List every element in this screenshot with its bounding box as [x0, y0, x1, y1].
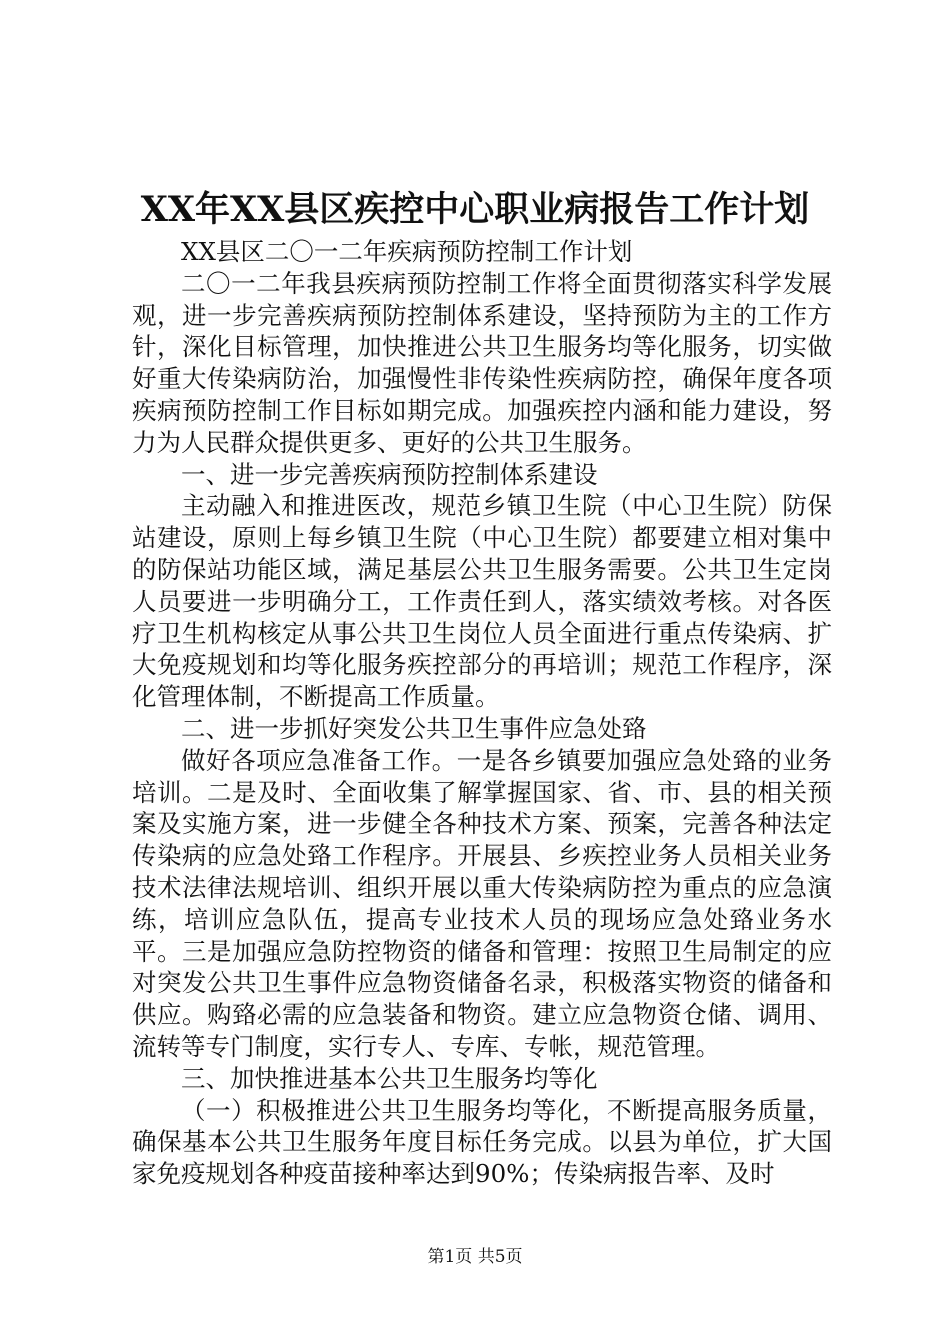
paragraph-section-2: 做好各项应急准备工作。一是各乡镇要加强应急处臵的业务培训。二是及时、全面收集了解掌握国家、省、市、县的相关预案及实施方案，进一步健全各种技术方案、预案，完善各种法定传染病的应急处臵工作程序。开展县、乡疾控业务人员相关业务技术法律法规培训、组织开展以重大传染病防控为重点的应急演练，培训应急队伍，提高专业技术人员的现场应急处臵业务水平。三是加强应急防控物资的储备和管理：按照卫生局制定的应对突发公共卫生事件应急物资储备名录，积极落实物资的储备和供应。购臵必需的应急装备和物资。建立应急物资仓储、调用、流转等专门制度，实行专人、专库、专帐，规范管理。 [132, 745, 832, 1061]
section-heading-1: 一、进一步完善疾病预防控制体系建设 [181, 459, 598, 489]
paragraph-section-1: 主动融入和推进医改，规范乡镇卫生院（中心卫生院）防保站建设，原则上每乡镇卫生院（中心卫生院）都要建立相对集中的防保站功能区域，满足基层公共卫生服务需要。公共卫生定岗人员要进一步明确分工，工作责任到人，落实绩效考核。对各医疗卫生机构核定从事公共卫生岗位人员全面进行重点传染病、扩大免疫规划和均等化服务疾控部分的再培训；规范工作程序，深化管理体制，不断提高工作质量。 [132, 491, 832, 712]
document-body [132, 236, 832, 1190]
section-heading-2: 二、进一步抓好突发公共卫生事件应急处臵 [181, 713, 647, 743]
paragraph-intro: 二〇一二年我县疾病预防控制工作将全面贯彻落实科学发展观，进一步完善疾病预防控制体系建设，坚持预防为主的工作方针，深化目标管理，加快推进公共卫生服务均等化服务，切实做好重大传染病防治，加强慢性非传染性疾病防控，确保年度各项疾病预防控制工作目标如期完成。加强疾控内涵和能力建设，努力为人民群众提供更多、更好的公共卫生服务。 [132, 268, 832, 457]
paragraph-section-3: （一）积极推进公共卫生服务均等化，不断提高服务质量，确保基本公共卫生服务年度目标任务完成。以县为单位，扩大国家免疫规划各种疫苗接种率达到90%；传染病报告率、及时 [132, 1095, 832, 1189]
section-heading-3: 三、加快推进基本公共卫生服务均等化 [181, 1063, 598, 1093]
document-title: XX年XX县区疾控中心职业病报告工作计划 [140, 189, 810, 230]
page-number-footer: 第1页 共5页 [427, 1247, 523, 1267]
document-subtitle: XX县区二〇一二年疾病预防控制工作计划 [181, 237, 633, 266]
